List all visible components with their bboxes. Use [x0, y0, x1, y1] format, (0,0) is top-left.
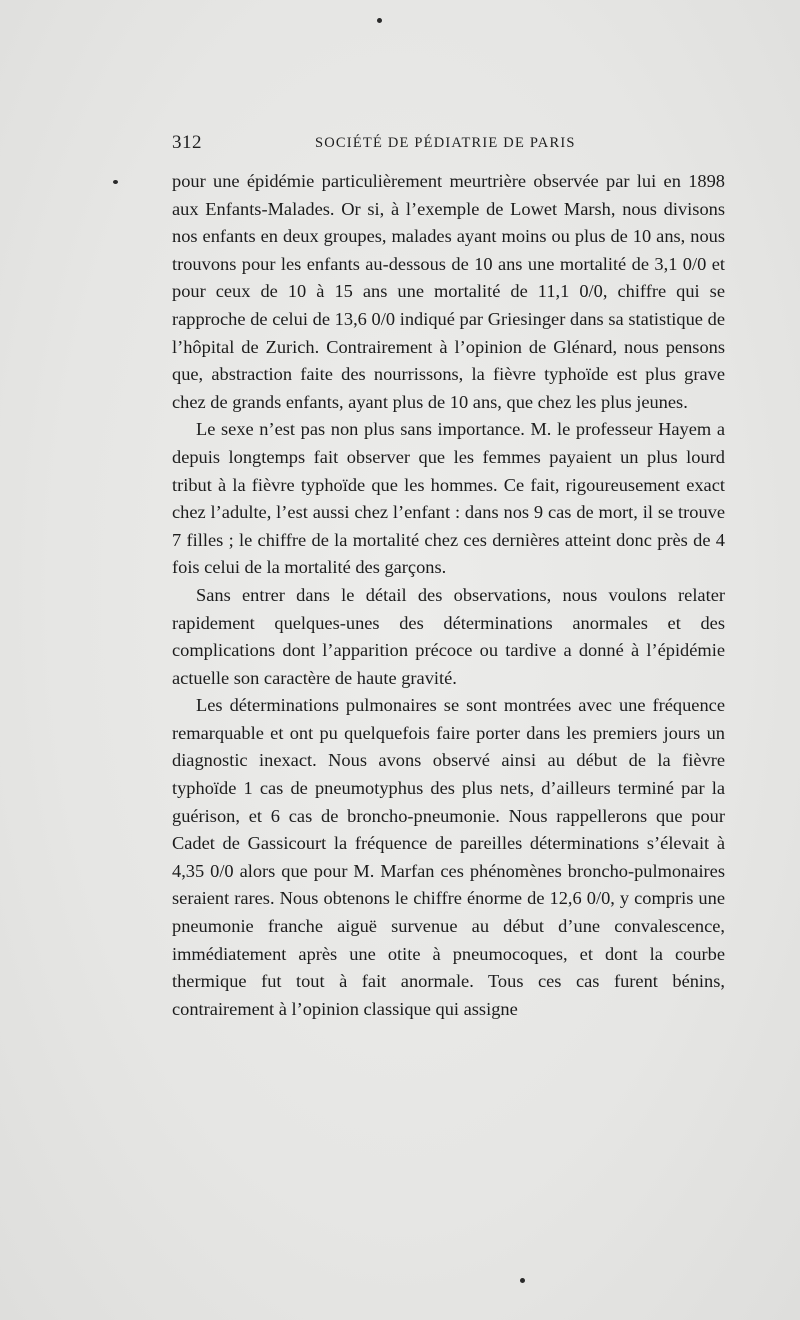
paragraph-4: Les déterminations pulmonaires se sont montrées avec une fréquence remarquable et ont pu quelquefois faire porter dans les premiers jours un diagnostic inexact. Nous avons observé ainsi au début de la fièvre typhoïde 1 cas de pneumotyphus des plus nets, d’ailleurs terminé par la guérison, et 6 cas de broncho-pneumonie. Nous rappellerons que pour Cadet de Gassicourt la fréquence de pareilles déterminations s’élevait à 4,35 0/0 alors que pour M. Marfan ces phénomènes broncho-pulmonaires seraient rares. Nous obtenons le chiffre énorme de 12,6 0/0, y compris une pneumonie franche aiguë survenue au début d’une convalescence, immédiatement après une otite à pneumocoques, et dont la courbe thermique fut tout à fait anormale. Tous ces cas furent bénins, contrairement à l’opinion classique qui assigne [172, 695, 725, 1019]
page-number: 312 [172, 132, 202, 153]
paragraph-2: Le sexe n’est pas non plus sans importance. M. le professeur Hayem a depuis longtemps fait observer que les femmes payaient un plus lourd tribut à la fièvre typhoïde que les hommes. Ce fait, rigoureusement exact chez l’adulte, l’est aussi chez l’enfant : dans nos 9 cas de mort, il se trouve 7 filles ; le chiffre de la mortalité chez ces dernières atteint donc près de 4 fois celui de la mortalité des garçons. [172, 419, 725, 578]
paragraph-1: pour une épidémie particulièrement meurtrière observée par lui en 1898 aux Enfants-Malades. Or si, à l’exemple de Lowet Marsh, nous divisons nos enfants en deux groupes, malades ayant moins ou plus de 10 ans, nous trouvons pour les enfants au-dessous de 10 ans une mortalité de 3,1 0/0 et pour ceux de 10 à 15 ans une mortalité de 11,1 0/0, chiffre qui se rapproche de celui de 13,6 0/0 indiqué par Griesinger dans sa statistique de l’hôpital de Zurich. Contrairement à l’opinion de Glénard, nous pensons que, abstraction faite des nourrissons, la fièvre typhoïde est plus grave chez de grands enfants, ayant plus de 10 ans, que chez les plus jeunes. [172, 171, 725, 412]
running-head [172, 132, 732, 156]
ink-speck [520, 1278, 525, 1283]
body-text [172, 168, 725, 1023]
ink-speck [377, 18, 382, 23]
paragraph-3: Sans entrer dans le détail des observations, nous voulons relater rapidement quelques-unes des déterminations anormales et des complications dont l’apparition précoce ou tardive a donné à l’épidémie actuelle son caractère de haute gravité. [172, 584, 725, 688]
running-head-title: SOCIÉTÉ DE PÉDIATRIE DE PARIS [315, 135, 576, 151]
ink-speck [113, 180, 118, 184]
